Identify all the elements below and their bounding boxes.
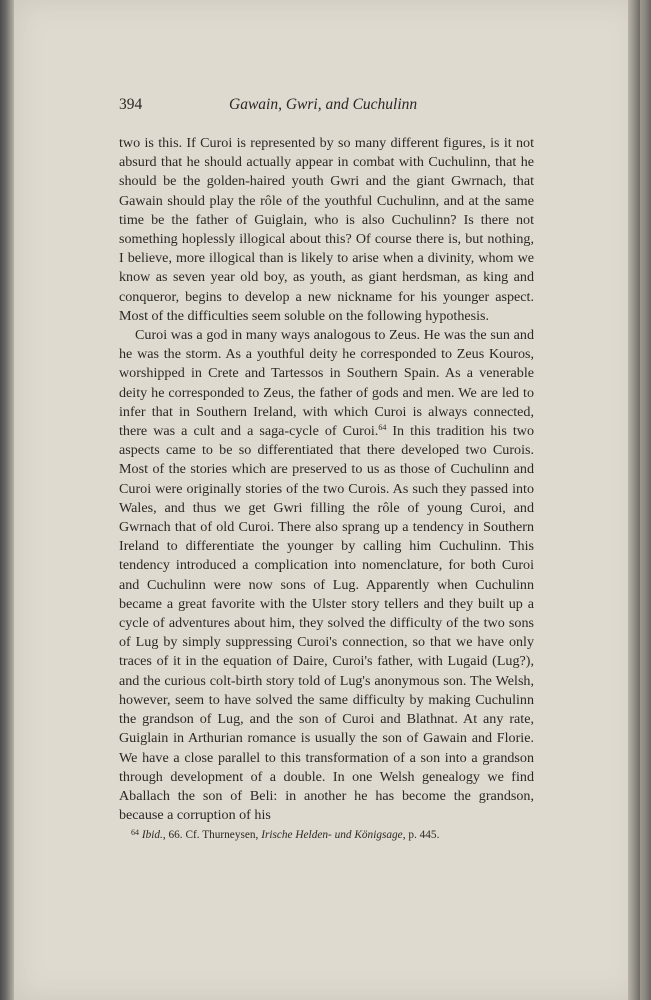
footnote-reference[interactable]: 64 bbox=[378, 423, 387, 433]
paragraph-2-text-before: Curoi was a god in many ways analogous to Zeus. He was the sun and he was the storm. As a youthful deity he corresponded to Zeus Kouros, worshipped in Crete and Tartessos in Southern Spain. As a venerable deity he corresponded to Zeus, the father of gods and men. We are led to infer that in Southern Ireland, with which Curoi is always connected, there was a cult and a saga-cycle of Curoi. bbox=[119, 327, 534, 440]
footnote bbox=[119, 828, 534, 843]
footnote-ibid: Ibid. bbox=[141, 829, 163, 842]
page-content bbox=[119, 96, 534, 843]
running-head: Gawain, Gwri, and Cuchulinn bbox=[229, 96, 418, 113]
body-text bbox=[119, 134, 534, 825]
paragraph-2 bbox=[119, 326, 534, 825]
page-header bbox=[119, 96, 534, 122]
paragraph-1-text: two is this. If Curoi is represented by so many different figures, is it not absurd that he should actually appear in combat with Cuchulinn, that he should be the golden-haired youth Gwri and the giant Gwrnach, that Gawain should play the rôle of the youthful Cuchulinn, and at the same time be the father of Guiglain, who is also Cuchulinn? Is there not something hoplessly illogical about this? Of course there is, but nothing, I believe, more illogical than is likely to arise when a divinity, whom we know as seven year old boy, as youth, as giant herdsman, as king and conqueror, begins to develop a new nickname for his younger aspect. Most of the difficulties seem soluble on the following hypothesis. bbox=[119, 135, 534, 324]
footnote-text-mid: , 66. Cf. Thurneysen, bbox=[162, 829, 262, 842]
paragraph-2-text-after: In this tradition his two aspects came to be so differentiated that there developed two Curois. Most of the stories which are preserved to us as those of Cuchulinn and Curoi were originally stories of the two Curois. As such they passed into Wales, and thus we get Gwri filling the rôle of young Curoi, and Gwrnach that of old Curoi. There also sprang up a tendency in Southern Ireland to differentiate the younger by calling him Cuchulinn. This tendency introduced a complication into nomenclature, for both Curoi and Cuchulinn were now sons of Lug. Apparently when Cuchulinn became a great favorite with the Ulster story tellers and they built up a cycle of adventures about him, they solved the difficulty of the two sons of Lug by simply suppressing Curoi's connection, so that we have only traces of it in the equation of Daire, Curoi's father, with Lugaid (Lug?), and the curious colt-birth story told of Lug's anonymous son. The Welsh, however, seem to have solved the same difficulty by making Cuchulinn the grandson of Lug, and the son of Curoi and Blathnat. At any rate, Guiglain in Arthurian romance is usually the son of Gawain and Florie. We have a close parallel to this transformation of a son into a grandson through development of a double. In one Welsh genealogy we find Aballach the son of Beli: in another he has become the grandson, because a corruption of his bbox=[119, 423, 534, 824]
page-edge-shadow bbox=[628, 0, 640, 1000]
page-number: 394 bbox=[119, 96, 143, 113]
paragraph-1 bbox=[119, 134, 534, 326]
footnote-title: Irische Helden- und Königsage bbox=[261, 829, 403, 842]
footnote-number: 64 bbox=[131, 828, 139, 838]
footnote-text-end: , p. 445. bbox=[402, 829, 440, 842]
